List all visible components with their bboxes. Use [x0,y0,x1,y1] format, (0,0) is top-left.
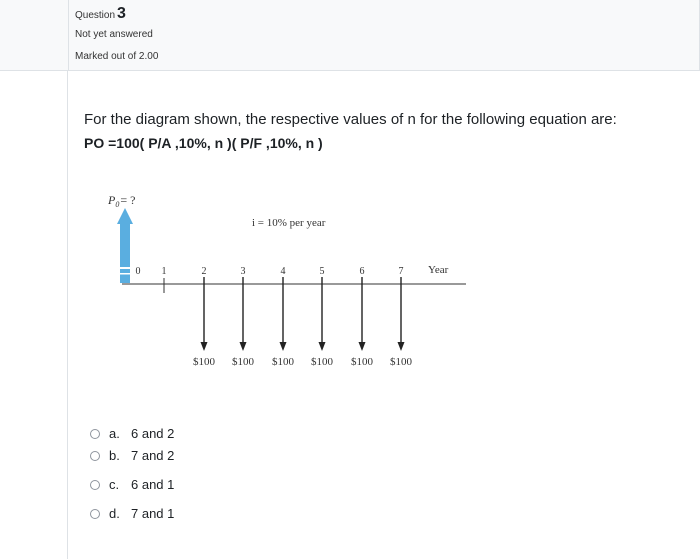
period-label-1: 1 [161,266,167,277]
option-b-text: 7 and 2 [131,448,175,463]
question-number-value: 3 [117,5,126,22]
question-info-panel [0,0,700,71]
arrow-down-icon [398,342,405,351]
radio-option-c[interactable] [90,480,100,490]
arrow-down-icon [280,342,287,351]
question-state: Not yet answered [75,29,153,40]
question-number [75,5,126,23]
question-info [68,0,700,71]
option-a-text: 6 and 2 [131,426,175,441]
cash-flow-amount-4: $100 [272,356,294,368]
option-d-text: 7 and 1 [131,506,175,521]
cash-flow-amount-5: $100 [311,356,333,368]
period-label-5: 5 [319,266,325,277]
question-label: Question [75,10,116,21]
option-b-letter: b. [109,448,120,463]
arrow-down-icon [319,342,326,351]
year-label: Year [428,264,449,276]
question-text: For the diagram shown, the respective values of n for the following equation are: [84,111,617,128]
radio-option-a[interactable] [90,429,100,439]
left-margin [0,71,68,559]
question-equation: PO =100( P/A ,10%, n )( P/F ,10%, n ) [84,135,323,151]
period-label-3: 3 [240,266,246,277]
option-d[interactable] [90,506,174,521]
interest-rate-label: i = 10% per year [252,217,326,229]
p0-label: $P_0=$ ? [108,193,136,209]
period-labels [136,266,404,293]
cash-flow-amount-6: $100 [351,356,373,368]
period-label-4: 4 [280,266,286,277]
arrow-down-icon [201,342,208,351]
period-label-2: 2 [201,266,207,277]
arrow-down-icon [240,342,247,351]
option-c-letter: c. [109,477,120,492]
question-content [68,71,700,559]
option-c[interactable] [90,477,174,492]
cash-flow-arrows [193,277,413,368]
option-a-letter: a. [109,426,120,441]
option-a[interactable] [90,426,174,441]
radio-option-d[interactable] [90,509,100,519]
radio-option-b[interactable] [90,451,100,461]
period-label-7: 7 [398,266,404,277]
cash-flow-amount-3: $100 [232,356,254,368]
option-b[interactable] [90,448,174,463]
cash-flow-diagram [68,71,700,401]
arrow-down-icon [359,342,366,351]
p0-arrow-icon [117,208,133,283]
cash-flow-amount-2: $100 [193,356,215,368]
option-c-text: 6 and 1 [131,477,175,492]
question-grade: Marked out of 2.00 [75,51,159,62]
period-label-6: 6 [359,266,365,277]
cash-flow-amount-7: $100 [390,356,412,368]
period-label-0: 0 [135,266,141,277]
option-d-letter: d. [109,506,120,521]
